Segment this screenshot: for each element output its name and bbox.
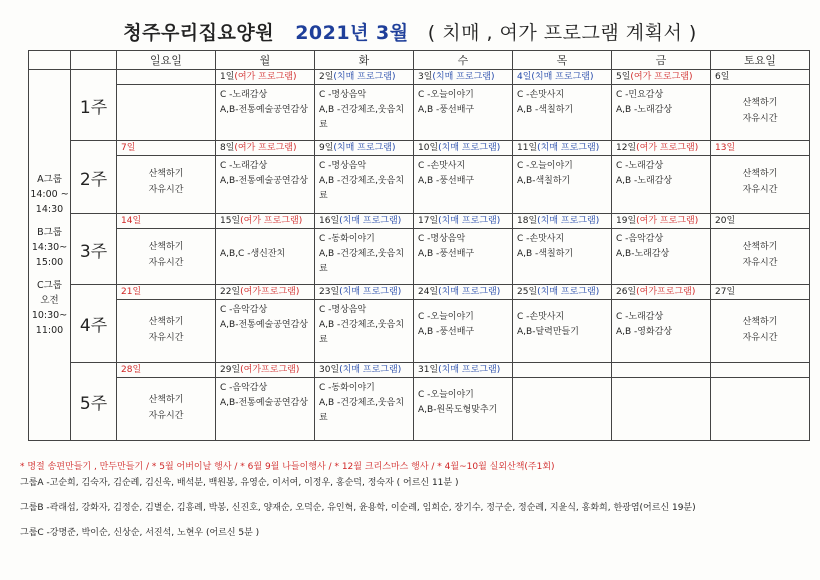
day-cell: [117, 141, 216, 214]
program-type: (여가 프로그램): [630, 72, 693, 82]
day-cell: [711, 214, 810, 285]
event-note: * 명절 송편만들기 , 만두만들기 / * 5월 어버이날 행사 / * 6월 9월 나들이행사 / * 12월 크리스마스 행사 / * 4월~10월 실외산책(주1회): [20, 462, 555, 472]
day-cell: [117, 214, 216, 285]
week-row: [29, 141, 810, 214]
date: 1일: [220, 72, 235, 82]
activity: A,B -건강체조,웃음치료: [319, 398, 405, 423]
day-cell: [513, 214, 612, 285]
activity: C -동화이야기: [319, 234, 375, 244]
activity: A,B -노래감상: [616, 105, 673, 115]
date: 18일: [517, 216, 538, 226]
week-row: [29, 214, 810, 285]
activity: C -음악감상: [616, 234, 664, 244]
header-day: 화: [315, 51, 414, 70]
program-type: (치매 프로그램): [339, 287, 402, 297]
group-c-time: 오전: [40, 295, 59, 306]
group-c-label: C그룹: [37, 280, 62, 291]
date: 22일: [220, 287, 241, 297]
date: 25일: [517, 287, 538, 297]
activity: A,B,C -생신잔치: [220, 249, 286, 259]
activity: C -음악감상: [220, 383, 268, 393]
week-row: [29, 285, 810, 363]
program-type: (치매 프로그램): [339, 365, 402, 375]
activity: C -명상음악: [418, 234, 466, 244]
program-type: (여가프로그램): [240, 365, 300, 375]
day-cell: [216, 363, 315, 441]
activity: C -오늘이야기: [517, 161, 573, 171]
date: 4일: [517, 72, 532, 82]
activity: A,B -풍선배구: [418, 249, 475, 259]
group-a-members: 그룹A -고순희, 김숙자, 김순례, 김신욱, 배석분, 백원봉, 유영순, 이서여, 이정우, 홍순덕, 정숙자 ( 어르신 11분 ): [20, 478, 459, 488]
activity: A,B -건강체조,웃음치료: [319, 105, 405, 130]
activity: 산책하기: [742, 317, 778, 327]
activity: 자유시간: [148, 333, 184, 343]
date: 7일: [121, 143, 136, 153]
date: 5일: [616, 72, 631, 82]
activity: 자유시간: [148, 258, 184, 268]
week-label: 3주: [71, 214, 117, 285]
document-title: [0, 18, 820, 45]
header-row: [29, 51, 810, 70]
program-type: (치매 프로그램): [333, 143, 396, 153]
date: 19일: [616, 216, 637, 226]
program-type: (치매 프로그램): [438, 143, 501, 153]
plan-subtitle: ( 치매 , 여가 프로그램 계획서 ): [427, 22, 697, 44]
activity: 산책하기: [742, 169, 778, 179]
day-cell: [216, 141, 315, 214]
date: 14일: [121, 216, 142, 226]
date: 24일: [418, 287, 439, 297]
day-cell: [117, 70, 216, 141]
activity: A,B -노래감상: [616, 176, 673, 186]
activity: C -손맛사지: [517, 312, 565, 322]
activity: A,B-달력만들기: [517, 327, 579, 337]
program-type: (치매 프로그램): [339, 216, 402, 226]
date: 30일: [319, 365, 340, 375]
date: 21일: [121, 287, 142, 297]
notes-section: [20, 461, 810, 540]
activity: C -손맛사지: [517, 234, 565, 244]
activity: 자유시간: [148, 185, 184, 195]
week-label: 1주: [71, 70, 117, 141]
date: 20일: [715, 216, 736, 226]
date: 13일: [715, 143, 736, 153]
activity: A,B -풍선배구: [418, 176, 475, 186]
activity: C -명상음악: [319, 305, 367, 315]
activity: 자유시간: [148, 411, 184, 421]
program-type: (치매 프로그램): [432, 72, 495, 82]
day-cell: [612, 363, 711, 441]
date: 10일: [418, 143, 439, 153]
activity: A,B-노래감상: [616, 249, 670, 259]
date: 27일: [715, 287, 736, 297]
day-cell: [216, 214, 315, 285]
activity: 산책하기: [148, 395, 184, 405]
day-cell: [513, 141, 612, 214]
activity: 산책하기: [148, 242, 184, 252]
group-c-time: 10:30~: [31, 310, 68, 321]
activity: A,B -색칠하기: [517, 105, 574, 115]
day-cell: [315, 214, 414, 285]
day-cell: [414, 285, 513, 363]
activity: A,B-원목도형맞추기: [418, 405, 498, 415]
program-type: (여가프로그램): [240, 287, 300, 297]
group-b-label: B그룹: [37, 227, 62, 238]
activity: A,B -건강체조,웃음치료: [319, 249, 405, 274]
date: 23일: [319, 287, 340, 297]
group-time-column: [29, 70, 71, 441]
program-type: (여가 프로그램): [234, 72, 297, 82]
group-b-time: 15:00: [35, 257, 64, 268]
activity: C -손맛사지: [517, 90, 565, 100]
activity: 산책하기: [148, 317, 184, 327]
schedule-table: [28, 50, 810, 441]
activity: A,B-전통예술공연감상: [220, 176, 308, 186]
day-cell: [117, 285, 216, 363]
date: 26일: [616, 287, 637, 297]
program-type: (치매 프로그램): [438, 287, 501, 297]
group-c-time: 11:00: [35, 325, 64, 336]
group-a-time: 14:00 ~: [30, 189, 69, 200]
group-b-time: 14:30~: [31, 242, 68, 253]
date: 17일: [418, 216, 439, 226]
date: 3일: [418, 72, 433, 82]
date: 28일: [121, 365, 142, 375]
activity: A,B -색칠하기: [517, 249, 574, 259]
date: 16일: [319, 216, 340, 226]
activity: C -오늘이야기: [418, 312, 474, 322]
activity: C -음악감상: [220, 305, 268, 315]
activity: 산책하기: [742, 98, 778, 108]
activity: C -노래감상: [616, 312, 664, 322]
day-cell: [315, 70, 414, 141]
day-cell: [612, 285, 711, 363]
header-day: 월: [216, 51, 315, 70]
date: 11일: [517, 143, 538, 153]
day-cell: [414, 214, 513, 285]
group-a-time: 14:30: [35, 204, 64, 215]
facility-name: 청주우리집요양원: [123, 22, 275, 44]
day-cell: [513, 70, 612, 141]
day-cell: [414, 141, 513, 214]
activity: 자유시간: [742, 258, 778, 268]
activity: 산책하기: [148, 169, 184, 179]
day-cell: [216, 285, 315, 363]
activity: C -민요감상: [616, 90, 664, 100]
program-type: (치매 프로그램): [333, 72, 396, 82]
week-label: 4주: [71, 285, 117, 363]
activity: C -명상음악: [319, 161, 367, 171]
date: 12일: [616, 143, 637, 153]
activity: C -명상음악: [319, 90, 367, 100]
date: 15일: [220, 216, 241, 226]
program-type: (여가 프로그램): [636, 216, 699, 226]
week-row: [29, 70, 810, 141]
activity: C -노래감상: [220, 161, 268, 171]
day-cell: [612, 70, 711, 141]
group-c-members: 그룹C -강명준, 박이순, 신상순, 서진석, 노현우 (어르신 5분 ): [20, 528, 260, 538]
activity: C -동화이야기: [319, 383, 375, 393]
header-day: 금: [612, 51, 711, 70]
group-b-members: 그룹B -곽래섭, 강화자, 김정순, 김별순, 김흥례, 박봉, 신진호, 양재순, 오덕순, 유인혁, 윤용학, 이순례, 임희순, 장기수, 정구순, 정순례, 지윤식, 홍화희, 한광염(어르신 19분): [20, 503, 696, 513]
date: 8일: [220, 143, 235, 153]
program-type: (여가 프로그램): [636, 143, 699, 153]
day-cell: [216, 70, 315, 141]
day-cell: [414, 70, 513, 141]
program-type: (여가 프로그램): [234, 143, 297, 153]
header-day: 토요일: [711, 51, 810, 70]
program-type: (여가 프로그램): [240, 216, 303, 226]
day-cell: [315, 363, 414, 441]
header-day: 일요일: [117, 51, 216, 70]
program-type: (치매 프로그램): [438, 216, 501, 226]
activity: 자유시간: [742, 114, 778, 124]
program-type: (여가프로그램): [636, 287, 696, 297]
day-cell: [315, 141, 414, 214]
activity: A,B-전통예술공연감상: [220, 398, 308, 408]
header-blank: [29, 51, 71, 70]
day-cell: [315, 285, 414, 363]
activity: A,B -건강체조,웃음치료: [319, 320, 405, 345]
group-a-label: A그룹: [37, 174, 62, 185]
day-cell: [414, 363, 513, 441]
activity: A,B-색칠하기: [517, 176, 571, 186]
program-type: (치매 프로그램): [438, 365, 501, 375]
activity: A,B -영화감상: [616, 327, 673, 337]
activity: A,B-전통예술공연감상: [220, 105, 308, 115]
program-type: (치매 프로그램): [531, 72, 594, 82]
date: 31일: [418, 365, 439, 375]
week-label: 2주: [71, 141, 117, 214]
date: 29일: [220, 365, 241, 375]
header-day: 수: [414, 51, 513, 70]
header-blank: [71, 51, 117, 70]
day-cell: [711, 285, 810, 363]
day-cell: [711, 363, 810, 441]
activity: A,B-전통예술공연감상: [220, 320, 308, 330]
date: 2일: [319, 72, 334, 82]
activity: C -오늘이야기: [418, 390, 474, 400]
date: 9일: [319, 143, 334, 153]
activity: C -노래감상: [616, 161, 664, 171]
day-cell: [612, 141, 711, 214]
activity: 산책하기: [742, 242, 778, 252]
day-cell: [711, 70, 810, 141]
day-cell: [612, 214, 711, 285]
program-type: (치매 프로그램): [537, 143, 600, 153]
program-type: (치매 프로그램): [537, 287, 600, 297]
day-cell: [117, 363, 216, 441]
activity: 자유시간: [742, 333, 778, 343]
day-cell: [711, 141, 810, 214]
activity: A,B -건강체조,웃음치료: [319, 176, 405, 201]
plan-month: 2021년 3월: [295, 22, 409, 44]
activity: A,B -풍선배구: [418, 327, 475, 337]
activity: 자유시간: [742, 185, 778, 195]
activity: C -손맛사지: [418, 161, 466, 171]
day-cell: [513, 363, 612, 441]
header-day: 목: [513, 51, 612, 70]
week-label: 5주: [71, 363, 117, 441]
activity: A,B -풍선배구: [418, 105, 475, 115]
program-type: (치매 프로그램): [537, 216, 600, 226]
date: 6일: [715, 72, 730, 82]
activity: C -오늘이야기: [418, 90, 474, 100]
activity: C -노래감상: [220, 90, 268, 100]
day-cell: [513, 285, 612, 363]
week-row: [29, 363, 810, 441]
